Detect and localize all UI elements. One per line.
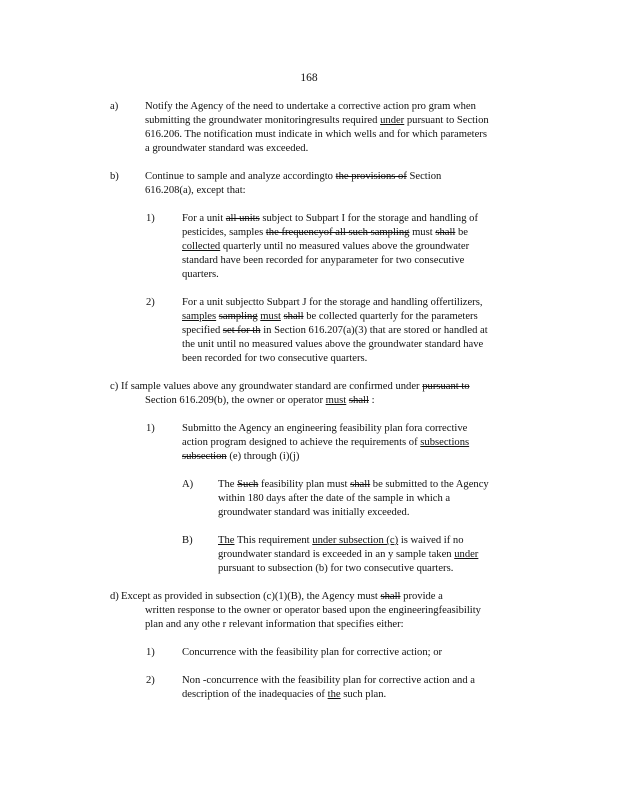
item-c1-line-1: Submitto the Agency an engineering feasibility plan fora corrective [182,423,468,434]
item-d-line-3: plan and any othe r relevant information that specifies either: [145,619,404,630]
item-b1-line-2: pesticides, samples the frequencyof all such sampling must shall be [182,227,468,238]
item-a-line-4: a groundwater standard was exceeded. [145,143,309,154]
item-c1a-line-3: groundwater standard was initially exceeded. [218,507,410,518]
item-c1-line-2: action program designed to achieve the requirements of subsections [182,437,470,448]
item-c1a-line-2: within 180 days after the date of the sample in which a [218,493,451,504]
item-d-line-2: written response to the owner or operator based upon the engineeringfeasibility [145,605,481,616]
item-b2-line-3: specified set for th in Section 616.207(a)(3) that are stored or handled at [182,325,488,336]
item-b1-line-4: standard have been recorded for anyparameter for two consecutive [182,255,465,266]
item-b2-label: 2) [146,297,155,308]
item-c1a-label: A) [182,479,194,490]
item-b2-line-1: For a unit subjectto Subpart J for the storage and handling offertilizers, [182,297,483,308]
item-b1-line-1: For a unit all units subject to Subpart I for the storage and handling of [182,213,478,224]
item-c1-line-3: subsection (e) through (i)(j) [182,451,300,462]
item-c-line-2: Section 616.209(b), the owner or operator must shall : [145,395,375,406]
item-c1a-line-1: The Such feasibility plan must shall be submitted to the Agency [218,479,489,490]
item-b1-label: 1) [146,213,155,224]
item-b-label: b) [110,171,119,182]
item-d-label: d) [110,591,119,602]
page-number: 168 [300,72,318,84]
item-d-line-1: Except as provided in subsection (c)(1)(B), the Agency must shall provide a [121,591,443,602]
item-d1-line-1: Concurrence with the feasibility plan for corrective action; or [182,647,443,658]
item-b1-line-3: collected quarterly until no measured values above the groundwater [182,241,470,252]
item-b1-line-5: quarters. [182,269,219,280]
item-c1-label: 1) [146,423,155,434]
item-a-line-2: submitting the groundwater monitoringresults required under pursuant to Section [145,115,489,126]
item-d2-line-1: Non -concurrence with the feasibility plan for corrective action and a [182,675,475,686]
item-c1b-line-3: pursuant to subsection (b) for two consecutive quarters. [218,563,454,574]
item-b2-line-5: been recorded for two consecutive quarters. [182,353,368,364]
item-b-line-2: 616.208(a), except that: [145,185,246,196]
item-a-line-3: 616.206. The notification must indicate in which wells and for which parameters [145,129,487,140]
item-a-label: a) [110,101,119,112]
item-d2-label: 2) [146,675,155,686]
item-b-line-1: Continue to sample and analyze accordingto the provisions of Section [145,171,442,182]
item-d1-label: 1) [146,647,155,658]
item-c1b-line-2: groundwater standard is exceeded in an y sample taken under [218,549,479,560]
item-a-line-1: Notify the Agency of the need to undertake a corrective action pro gram when [145,101,476,112]
item-c-label: c) [110,381,119,392]
item-c1b-label: B) [182,535,193,546]
item-c1b-line-1: The This requirement under subsection (c) is waived if no [218,535,464,546]
item-d2-line-2: description of the inadequacies of the such plan. [182,689,387,700]
item-c-line-1: If sample values above any groundwater standard are confirmed under pursuant to [121,381,470,392]
item-b2-line-4: the unit until no measured values above the groundwater standard have [182,339,484,350]
item-b2-line-2: samples sampling must shall be collected quarterly for the parameters [182,311,478,322]
